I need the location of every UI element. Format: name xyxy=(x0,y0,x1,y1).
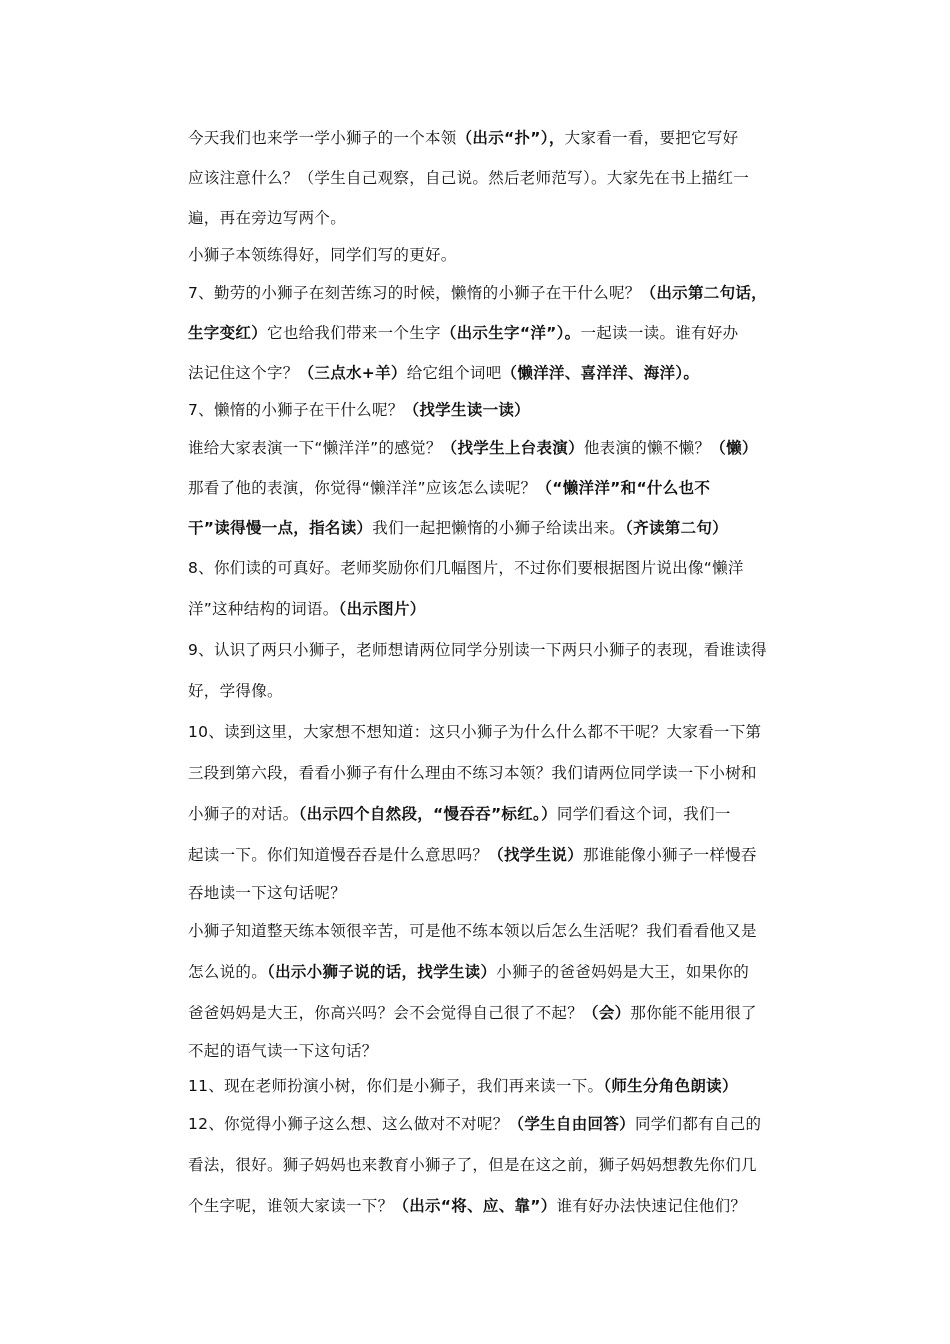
document-body xyxy=(188,118,810,1227)
text-line: 遍，再在旁边写两个。 xyxy=(188,209,347,227)
text-span: 爸爸妈妈是大王，你高兴吗？会不会觉得自己很了不起？ xyxy=(188,1004,584,1022)
text-span: 怎么说的。 xyxy=(188,963,268,981)
text-span: 洋”这种结构的词语。 xyxy=(188,600,339,618)
text-line xyxy=(188,118,810,158)
paragraph-1 xyxy=(188,118,810,238)
text-line xyxy=(188,393,810,428)
text-line: 吞地读一下这句话呢？ xyxy=(188,884,347,902)
bold-span: 生字变红） xyxy=(188,324,268,342)
text-line xyxy=(188,794,810,835)
text-line: 看法，很好。狮子妈妈也来教育小狮子了，但是在这之前，狮子妈妈想教先你们几 xyxy=(188,1156,757,1174)
text-line: 8、你们读的可真好。老师奖励你们几幅图片，不过你们要根据图片说出像“懒洋 xyxy=(188,559,744,577)
text-line: 10、读到这里，大家想不想知道：这只小狮子为什么什么都不干呢？大家看一下第 xyxy=(188,723,762,741)
bold-span: 干”读得慢一点，指名读） xyxy=(188,519,373,537)
bold-span: （懒洋洋、喜洋洋、海洋）。 xyxy=(501,364,700,382)
paragraph-3 xyxy=(188,273,810,393)
bold-span: （出示生字“洋”）。 xyxy=(440,324,581,342)
bold-span: （出示小狮子说的话，找学生读） xyxy=(267,963,497,981)
text-line: 9、认识了两只小狮子，老师想请两位同学分别读一下两只小狮子的表现，看谁读得 xyxy=(188,641,767,659)
paragraph-4 xyxy=(188,393,810,428)
text-line xyxy=(188,273,810,313)
text-span: 12、你觉得小狮子这么想、这么做对不对呢？ xyxy=(188,1115,509,1133)
text-span: 那你能不能用很了 xyxy=(630,1004,757,1022)
bold-span: （出示“将、应、靠”） xyxy=(393,1197,557,1215)
text-line xyxy=(188,835,810,876)
text-line xyxy=(188,428,810,468)
text-line: 应该注意什么？（学生自己观察，自己说。然后老师范写）。大家先在书上描红一 xyxy=(188,169,750,187)
text-span: 那谁能像小狮子一样慢吞 xyxy=(583,846,757,864)
text-span: 起读一下。你们知道慢吞吞是什么意思吗？ xyxy=(188,846,489,864)
text-span: 它也给我们带来一个生字 xyxy=(267,324,441,342)
text-line: 小狮子知道整天练本领很辛苦，可是他不练本领以后怎么生活呢？我们看看他又是 xyxy=(188,922,757,940)
bold-span: （出示“扑”）， xyxy=(456,129,565,147)
paragraph-7 xyxy=(188,630,810,712)
paragraph-11 xyxy=(188,1104,810,1227)
text-line xyxy=(188,1104,810,1145)
text-span: 今天我们也来学一学小狮子的一个本领 xyxy=(188,129,457,147)
bold-span: （出示第二句话， xyxy=(640,284,767,302)
bold-span: （找学生说） xyxy=(488,846,584,864)
bold-span: （出示图片） xyxy=(338,600,426,618)
text-line xyxy=(188,313,810,353)
text-line: 三段到第六段，看看小狮子有什么理由不练习本领？我们请两位同学读一下小树和 xyxy=(188,764,757,782)
bold-span: （懒） xyxy=(710,439,758,457)
text-span: 法记住这个字？ xyxy=(188,364,299,382)
text-line xyxy=(188,952,810,993)
text-span: 同学们看这个词，我们一 xyxy=(556,805,731,823)
paragraph-2 xyxy=(188,238,810,273)
text-span: 同学们都有自己的 xyxy=(634,1115,762,1133)
text-line xyxy=(188,1186,810,1227)
text-span: 7、勤劳的小狮子在刻苦练习的时候，懒惰的小狮子在干什么呢？ xyxy=(188,284,641,302)
text-line xyxy=(188,1069,810,1104)
paragraph-6 xyxy=(188,548,810,630)
text-span: 给它组个词吧 xyxy=(406,364,502,382)
text-span: 大家看一看，要把它写好 xyxy=(564,129,739,147)
text-line xyxy=(188,468,810,508)
paragraph-10 xyxy=(188,1069,810,1104)
text-span: 谁有好办法快速记住他们？ xyxy=(556,1197,747,1215)
bold-span: （会） xyxy=(583,1004,631,1022)
text-line xyxy=(188,993,810,1034)
bold-span: （三点水+羊） xyxy=(298,364,407,382)
text-span: 那看了他的表演，你觉得“懒洋洋”应该怎么读呢？ xyxy=(188,479,537,497)
text-span: 7、懒惰的小狮子在干什么呢？ xyxy=(188,401,404,419)
bold-span: （齐读第二句） xyxy=(625,519,728,537)
text-span: 个生字呢，谁领大家读一下？ xyxy=(188,1197,394,1215)
bold-span: （找学生读一读） xyxy=(403,401,530,419)
text-line: 不起的语气读一下这句话？ xyxy=(188,1042,378,1060)
bold-span: （师生分角色朗读） xyxy=(603,1077,738,1095)
text-span: 11、现在老师扮演小树，你们是小狮子，我们再来读一下。 xyxy=(188,1077,604,1095)
paragraph-5 xyxy=(188,428,810,548)
text-span: 一起读一读。谁有好办 xyxy=(580,324,739,342)
text-span: 我们一起把懒惰的小狮子给读出来。 xyxy=(372,519,626,537)
bold-span: （出示四个自然段，“慢吞吞”标红。） xyxy=(298,805,557,823)
bold-span: （“懒洋洋”和“什么也不 xyxy=(536,479,711,497)
text-line xyxy=(188,353,810,393)
bold-span: （学生自由回答） xyxy=(508,1115,635,1133)
text-line: 好，学得像。 xyxy=(188,682,283,700)
bold-span: （找学生上台表演） xyxy=(441,439,584,457)
text-span: 他表演的懒不懒？ xyxy=(583,439,711,457)
paragraph-9 xyxy=(188,911,810,1069)
text-span: 谁给大家表演一下“懒洋洋”的感觉？ xyxy=(188,439,442,457)
text-span: 小狮子的爸爸妈妈是大王，如果你的 xyxy=(496,963,750,981)
paragraph-8 xyxy=(188,712,810,911)
text-span: 小狮子的对话。 xyxy=(188,805,299,823)
text-line xyxy=(188,508,810,548)
text-line xyxy=(188,589,810,630)
text-line: 小狮子本领练得好，同学们写的更好。 xyxy=(188,246,457,264)
